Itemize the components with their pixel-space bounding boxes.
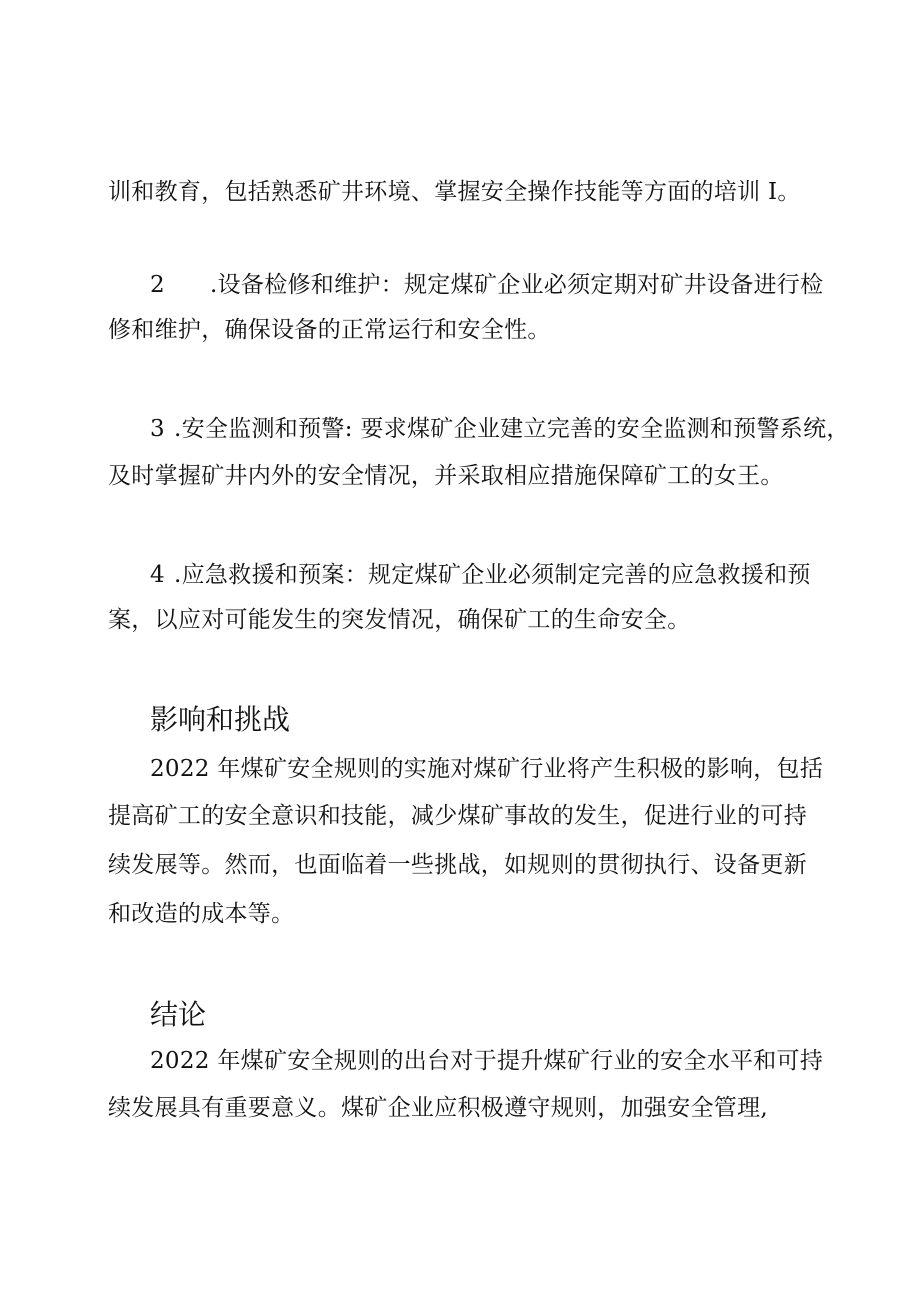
item-2-line-2: 修和维护，确保设备的正常运行和安全性。: [108, 317, 551, 343]
impact-line-1: 2022 年煤矿安全规则的实施对煤矿行业将产生积极的影响，包括: [150, 756, 824, 782]
impact-heading: 影响和挑战: [150, 703, 291, 736]
item-3-line-1: .安全监测和预警: 要求煤矿企业建立完善的安全监测和预警系统，: [174, 416, 850, 442]
item-3-line-2: 及时掌握矿井内外的安全情况，并采取相应措施保障矿工的女王。: [108, 463, 784, 489]
impact-line-3: 续发展等。然而，也面临着一些挑战，如规则的贯彻执行、设备更新: [108, 852, 807, 878]
item-2-number: 2: [150, 272, 165, 298]
item-2-line-1: .设备检修和维护：规定煤矿企业必须定期对矿井设备进行检: [210, 272, 824, 298]
impact-line-2: 提高矿工的安全意识和技能，减少煤矿事故的发生，促进行业的可持: [108, 803, 807, 829]
item-3-number: 3: [150, 416, 165, 442]
conclusion-line-1: 2022 年煤矿安全规则的出台对于提升煤矿行业的安全水平和可持: [150, 1048, 824, 1074]
conclusion-line-2: 续发展具有重要意义。煤矿企业应积极遵守规则，加强安全管理,: [108, 1095, 769, 1121]
intro-line-1: 训和教育，包括熟悉矿井环境、掌握安全操作技能等方面的培训 I。: [108, 179, 801, 205]
item-4-line-2: 案，以应对可能发生的突发情况，确保矿工的生命安全。: [108, 607, 691, 633]
impact-line-4: 和改造的成本等。: [108, 901, 295, 927]
conclusion-heading: 结论: [150, 998, 207, 1031]
item-4-number: 4: [150, 562, 165, 588]
item-4-line-1: .应急救援和预案：规定煤矿企业必须制定完善的应急救援和预: [174, 562, 811, 588]
